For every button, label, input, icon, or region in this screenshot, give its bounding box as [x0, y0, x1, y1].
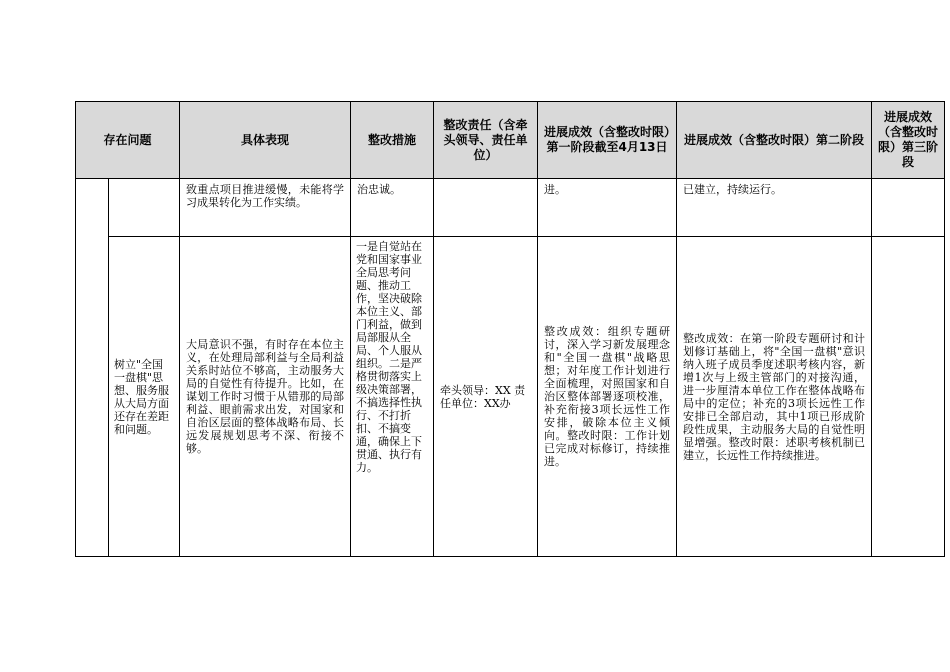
row1-problem-cell: [109, 179, 180, 237]
row1-measures: 治忠诚。: [351, 179, 434, 237]
row1-responsibility: [434, 179, 538, 237]
header-stage3: 进展成效（含整改时限）第三阶段: [872, 102, 945, 179]
row2-measures-cell: [351, 237, 434, 557]
row2-responsibility-cell: [434, 237, 538, 557]
header-problem: 存在问题: [76, 102, 180, 179]
row2-performance: 大局意识不强，有时存在本位主义，在处理局部利益与全局利益关系时站位不够高，主动服务大局的自觉性有待提升。比如，在谋划工作时习惯于从错那的局部利益、眼前需求出发，对国家和自治区层面的整体战略布局、长远发展规划思考不深、衔接不够。: [186, 338, 344, 455]
row2-stage3-cell: [872, 237, 945, 557]
header-responsibility: 整改责任（含牵头领导、责任单位）: [434, 102, 538, 179]
row2-stage2-cell: [677, 237, 872, 557]
header-measures: 整改措施: [351, 102, 434, 179]
row1-stage1: 进。: [538, 179, 677, 237]
row1-stage3: [872, 179, 945, 237]
row2-measures: 一是自觉站在党和国家事业全局思考问题、推动工作，坚决破除本位主义、部门利益，做到局部服从全局、个人服从组织。二是严格贯彻落实上级决策部署，不搞选择性执行、不打折扣、不搞变通，确保上下贯通、执行有力。: [356, 240, 422, 474]
row2-performance-cell: [180, 237, 351, 557]
rectification-table: [75, 101, 945, 557]
header-stage1: 进展成效（含整改时限）第一阶段截至4月13日: [538, 102, 677, 179]
row2-stage1: 整改成效：组织专题研讨，深入学习新发展理念和"全国一盘棋"战略思想；对年度工作计划进行全面梳理，对照国家和自治区整体部署逐项校准，补充衔接3项长远性工作安排，破除本位主义倾向。整改时限：工作计划已完成对标修订，持续推进。: [544, 325, 670, 468]
category-spacer-cell: [76, 179, 109, 557]
row2-stage2: 整改成效：在第一阶段专题研讨和计划修订基础上，将"全国一盘棋"意识纳入班子成员季度述职考核内容，新增1次与上级主管部门的对接沟通，进一步厘清本单位工作在整体战略布局中的定位；补充的3项长远性工作安排已全部启动，其中1项已形成阶段性成果，主动服务大局的自觉性明显增强。整改时限：述职考核机制已建立，长远性工作持续推进。: [683, 331, 865, 462]
row1-performance: 致重点项目推进缓慢，未能将学习成果转化为工作实绩。: [180, 179, 351, 237]
row2-problem-cell: [109, 237, 180, 557]
row1-stage2: 已建立，持续运行。: [677, 179, 872, 237]
row2-responsibility: 牵头领导：XX 责任单位：XX办: [440, 383, 526, 410]
row2-stage1-cell: [538, 237, 677, 557]
header-stage2: 进展成效（含整改时限）第二阶段: [677, 102, 872, 179]
header-performance: 具体表现: [180, 102, 351, 179]
row2-problem: 树立"全国一盘棋"思想、服务服从大局方面还存在差距和问题。: [114, 357, 169, 436]
